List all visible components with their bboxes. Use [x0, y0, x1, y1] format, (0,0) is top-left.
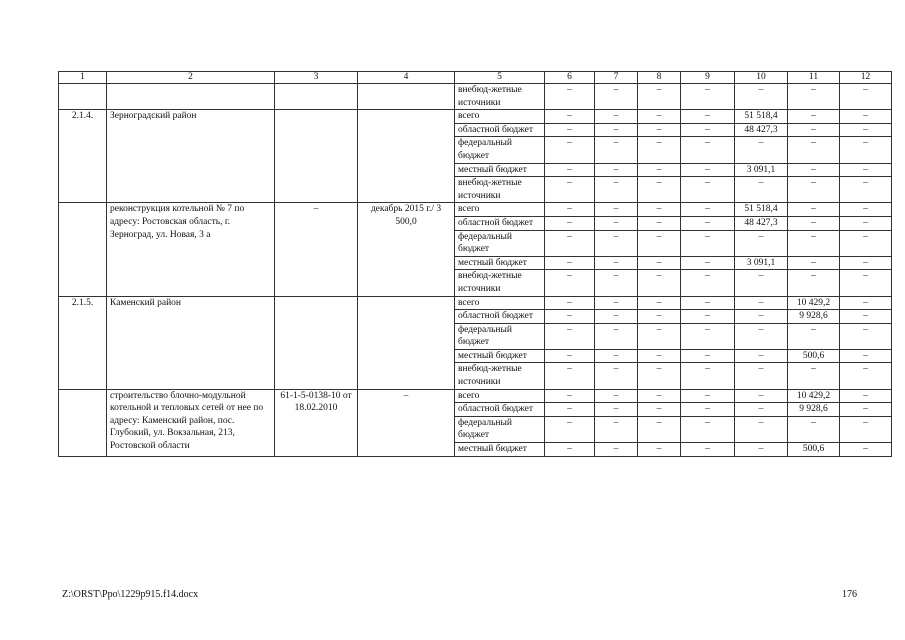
value-cell: – — [638, 84, 681, 110]
value-cell: – — [840, 416, 892, 442]
value-cell: – — [545, 363, 595, 389]
value-cell: – — [545, 323, 595, 349]
value-cell: 48 427,3 — [735, 216, 788, 230]
value-cell: – — [840, 123, 892, 137]
value-cell: – — [735, 270, 788, 296]
item-name-cell: строительство блочно-модульной котельной и тепловых сетей от нее по адресу: Каменский район, пос. Глубокий, ул. Вокзальная, 213, Ростовской области — [107, 389, 275, 456]
table-row — [59, 84, 892, 110]
value-cell: – — [735, 84, 788, 110]
value-cell: – — [788, 216, 840, 230]
value-cell: – — [788, 256, 840, 270]
column-number-cell: 6 — [545, 72, 595, 84]
value-cell: – — [545, 349, 595, 363]
value-cell: – — [681, 203, 735, 217]
value-cell: – — [545, 310, 595, 324]
value-cell: – — [840, 270, 892, 296]
value-cell: – — [788, 177, 840, 203]
item-name-cell — [107, 84, 275, 110]
value-cell: – — [638, 270, 681, 296]
value-cell: – — [840, 310, 892, 324]
funding-source-cell: всего — [455, 389, 545, 403]
column-number-cell: 4 — [358, 72, 455, 84]
item-number-cell — [59, 203, 107, 296]
value-cell: 10 429,2 — [788, 296, 840, 310]
value-cell: – — [595, 256, 638, 270]
completion-cell: декабрь 2015 г./ 3 500,0 — [358, 203, 455, 296]
value-cell: – — [735, 363, 788, 389]
value-cell: – — [638, 163, 681, 177]
value-cell: – — [735, 296, 788, 310]
value-cell: – — [595, 216, 638, 230]
value-cell: 51 518,4 — [735, 203, 788, 217]
value-cell: – — [638, 230, 681, 256]
value-cell: – — [595, 137, 638, 163]
value-cell: – — [840, 323, 892, 349]
value-cell: – — [788, 203, 840, 217]
value-cell: – — [638, 110, 681, 124]
value-cell: – — [545, 137, 595, 163]
completion-cell — [358, 110, 455, 203]
value-cell: – — [788, 230, 840, 256]
value-cell: – — [681, 323, 735, 349]
value-cell: – — [681, 230, 735, 256]
value-cell: – — [788, 363, 840, 389]
value-cell: – — [595, 389, 638, 403]
value-cell: – — [735, 443, 788, 457]
value-cell: – — [840, 403, 892, 417]
value-cell: – — [595, 363, 638, 389]
value-cell: – — [681, 349, 735, 363]
value-cell: – — [545, 230, 595, 256]
funding-source-cell: областной бюджет — [455, 123, 545, 137]
value-cell: – — [788, 323, 840, 349]
value-cell: – — [638, 216, 681, 230]
column-number-cell: 2 — [107, 72, 275, 84]
column-number-cell: 7 — [595, 72, 638, 84]
value-cell: – — [788, 416, 840, 442]
funding-source-cell: внебюд-жетные источники — [455, 363, 545, 389]
completion-cell — [358, 84, 455, 110]
column-number-cell: 1 — [59, 72, 107, 84]
funding-source-cell: федеральный бюджет — [455, 323, 545, 349]
funding-source-cell: местный бюджет — [455, 349, 545, 363]
value-cell: – — [595, 230, 638, 256]
value-cell: – — [638, 310, 681, 324]
value-cell: – — [681, 416, 735, 442]
value-cell: – — [788, 137, 840, 163]
value-cell: – — [735, 323, 788, 349]
value-cell: – — [595, 177, 638, 203]
funding-source-cell: местный бюджет — [455, 443, 545, 457]
value-cell: – — [595, 84, 638, 110]
value-cell: – — [545, 403, 595, 417]
value-cell: – — [545, 416, 595, 442]
funding-source-cell: федеральный бюджет — [455, 137, 545, 163]
value-cell: – — [545, 443, 595, 457]
value-cell: 48 427,3 — [735, 123, 788, 137]
value-cell: – — [681, 137, 735, 163]
value-cell: – — [595, 443, 638, 457]
value-cell: – — [681, 110, 735, 124]
value-cell: – — [735, 177, 788, 203]
value-cell: – — [595, 349, 638, 363]
value-cell: – — [681, 310, 735, 324]
funding-source-cell: внебюд-жетные источники — [455, 177, 545, 203]
value-cell: – — [638, 363, 681, 389]
value-cell: – — [840, 110, 892, 124]
completion-cell — [358, 296, 455, 389]
funding-source-cell: федеральный бюджет — [455, 416, 545, 442]
value-cell: – — [545, 270, 595, 296]
value-cell: – — [735, 230, 788, 256]
value-cell: – — [788, 110, 840, 124]
value-cell: – — [681, 403, 735, 417]
column-number-cell: 11 — [788, 72, 840, 84]
value-cell: – — [638, 416, 681, 442]
funding-source-cell: всего — [455, 296, 545, 310]
value-cell: 500,6 — [788, 349, 840, 363]
column-number-cell: 3 — [275, 72, 358, 84]
value-cell: – — [595, 123, 638, 137]
value-cell: 3 091,1 — [735, 163, 788, 177]
value-cell: – — [735, 389, 788, 403]
funding-source-cell: внебюд-жетные источники — [455, 84, 545, 110]
value-cell: – — [840, 389, 892, 403]
value-cell: – — [595, 203, 638, 217]
completion-cell: – — [358, 389, 455, 456]
value-cell: – — [681, 270, 735, 296]
value-cell: – — [595, 270, 638, 296]
funding-source-cell: федеральный бюджет — [455, 230, 545, 256]
value-cell: – — [681, 363, 735, 389]
value-cell: – — [840, 256, 892, 270]
value-cell: – — [735, 349, 788, 363]
column-number-cell: 10 — [735, 72, 788, 84]
value-cell: 51 518,4 — [735, 110, 788, 124]
value-cell: 9 928,6 — [788, 310, 840, 324]
column-number-row — [59, 72, 892, 84]
funding-source-cell: всего — [455, 110, 545, 124]
value-cell: – — [840, 363, 892, 389]
value-cell: – — [638, 403, 681, 417]
value-cell: – — [840, 203, 892, 217]
value-cell: – — [840, 216, 892, 230]
value-cell: – — [545, 177, 595, 203]
table-body — [59, 72, 892, 457]
value-cell: – — [638, 123, 681, 137]
value-cell: – — [788, 163, 840, 177]
item-name-cell: Зерноградский район — [107, 110, 275, 203]
value-cell: – — [545, 296, 595, 310]
funding-source-cell: местный бюджет — [455, 256, 545, 270]
value-cell: – — [681, 389, 735, 403]
funding-source-cell: внебюд-жетные источники — [455, 270, 545, 296]
value-cell: – — [545, 389, 595, 403]
value-cell: – — [545, 256, 595, 270]
value-cell: – — [788, 84, 840, 110]
page-number: 176 — [842, 589, 857, 600]
table-row — [59, 389, 892, 403]
value-cell: – — [788, 123, 840, 137]
value-cell: – — [638, 443, 681, 457]
item-name-cell: реконструкция котельной № 7 по адресу: Ростовская область, г. Зерноград, ул. Новая, 3 а — [107, 203, 275, 296]
value-cell: – — [840, 84, 892, 110]
design-doc-cell: 61-1-5-0138-10 от 18.02.2010 — [275, 389, 358, 456]
funding-source-cell: областной бюджет — [455, 310, 545, 324]
value-cell: – — [681, 216, 735, 230]
value-cell: 500,6 — [788, 443, 840, 457]
value-cell: – — [735, 137, 788, 163]
value-cell: – — [638, 349, 681, 363]
value-cell: – — [595, 310, 638, 324]
value-cell: – — [638, 203, 681, 217]
value-cell: – — [681, 256, 735, 270]
value-cell: – — [735, 403, 788, 417]
value-cell: – — [681, 163, 735, 177]
value-cell: – — [595, 323, 638, 349]
design-doc-cell — [275, 296, 358, 389]
table-row — [59, 296, 892, 310]
value-cell: 10 429,2 — [788, 389, 840, 403]
funding-source-cell: областной бюджет — [455, 216, 545, 230]
funding-source-cell: областной бюджет — [455, 403, 545, 417]
item-number-cell: 2.1.4. — [59, 110, 107, 203]
item-name-cell: Каменский район — [107, 296, 275, 389]
value-cell: – — [595, 163, 638, 177]
value-cell: – — [638, 323, 681, 349]
value-cell: – — [595, 296, 638, 310]
value-cell: – — [638, 296, 681, 310]
column-number-cell: 9 — [681, 72, 735, 84]
value-cell: – — [840, 177, 892, 203]
table-row — [59, 203, 892, 217]
value-cell: – — [840, 296, 892, 310]
value-cell: – — [735, 310, 788, 324]
value-cell: – — [681, 84, 735, 110]
value-cell: – — [681, 123, 735, 137]
file-path: Z:\ORST\Ppo\1229p915.f14.docx — [62, 589, 199, 600]
value-cell: – — [545, 84, 595, 110]
funding-source-cell: местный бюджет — [455, 163, 545, 177]
item-number-cell — [59, 84, 107, 110]
item-number-cell: 2.1.5. — [59, 296, 107, 389]
funding-source-cell: всего — [455, 203, 545, 217]
table-row — [59, 110, 892, 124]
value-cell: – — [681, 296, 735, 310]
design-doc-cell: – — [275, 203, 358, 296]
budget-table — [58, 71, 892, 457]
value-cell: – — [840, 137, 892, 163]
value-cell: – — [638, 177, 681, 203]
value-cell: – — [545, 123, 595, 137]
value-cell: – — [840, 163, 892, 177]
value-cell: – — [595, 110, 638, 124]
design-doc-cell — [275, 110, 358, 203]
value-cell: – — [595, 403, 638, 417]
value-cell: – — [840, 349, 892, 363]
value-cell: – — [788, 270, 840, 296]
value-cell: – — [840, 230, 892, 256]
item-number-cell — [59, 389, 107, 456]
value-cell: – — [681, 443, 735, 457]
value-cell: – — [545, 203, 595, 217]
value-cell: – — [681, 177, 735, 203]
value-cell: – — [595, 416, 638, 442]
column-number-cell: 8 — [638, 72, 681, 84]
value-cell: – — [840, 443, 892, 457]
value-cell: – — [638, 137, 681, 163]
column-number-cell: 12 — [840, 72, 892, 84]
value-cell: – — [545, 216, 595, 230]
value-cell: – — [638, 389, 681, 403]
value-cell: 3 091,1 — [735, 256, 788, 270]
value-cell: – — [545, 163, 595, 177]
value-cell: – — [735, 416, 788, 442]
value-cell: – — [638, 256, 681, 270]
column-number-cell: 5 — [455, 72, 545, 84]
value-cell: 9 928,6 — [788, 403, 840, 417]
design-doc-cell — [275, 84, 358, 110]
value-cell: – — [545, 110, 595, 124]
